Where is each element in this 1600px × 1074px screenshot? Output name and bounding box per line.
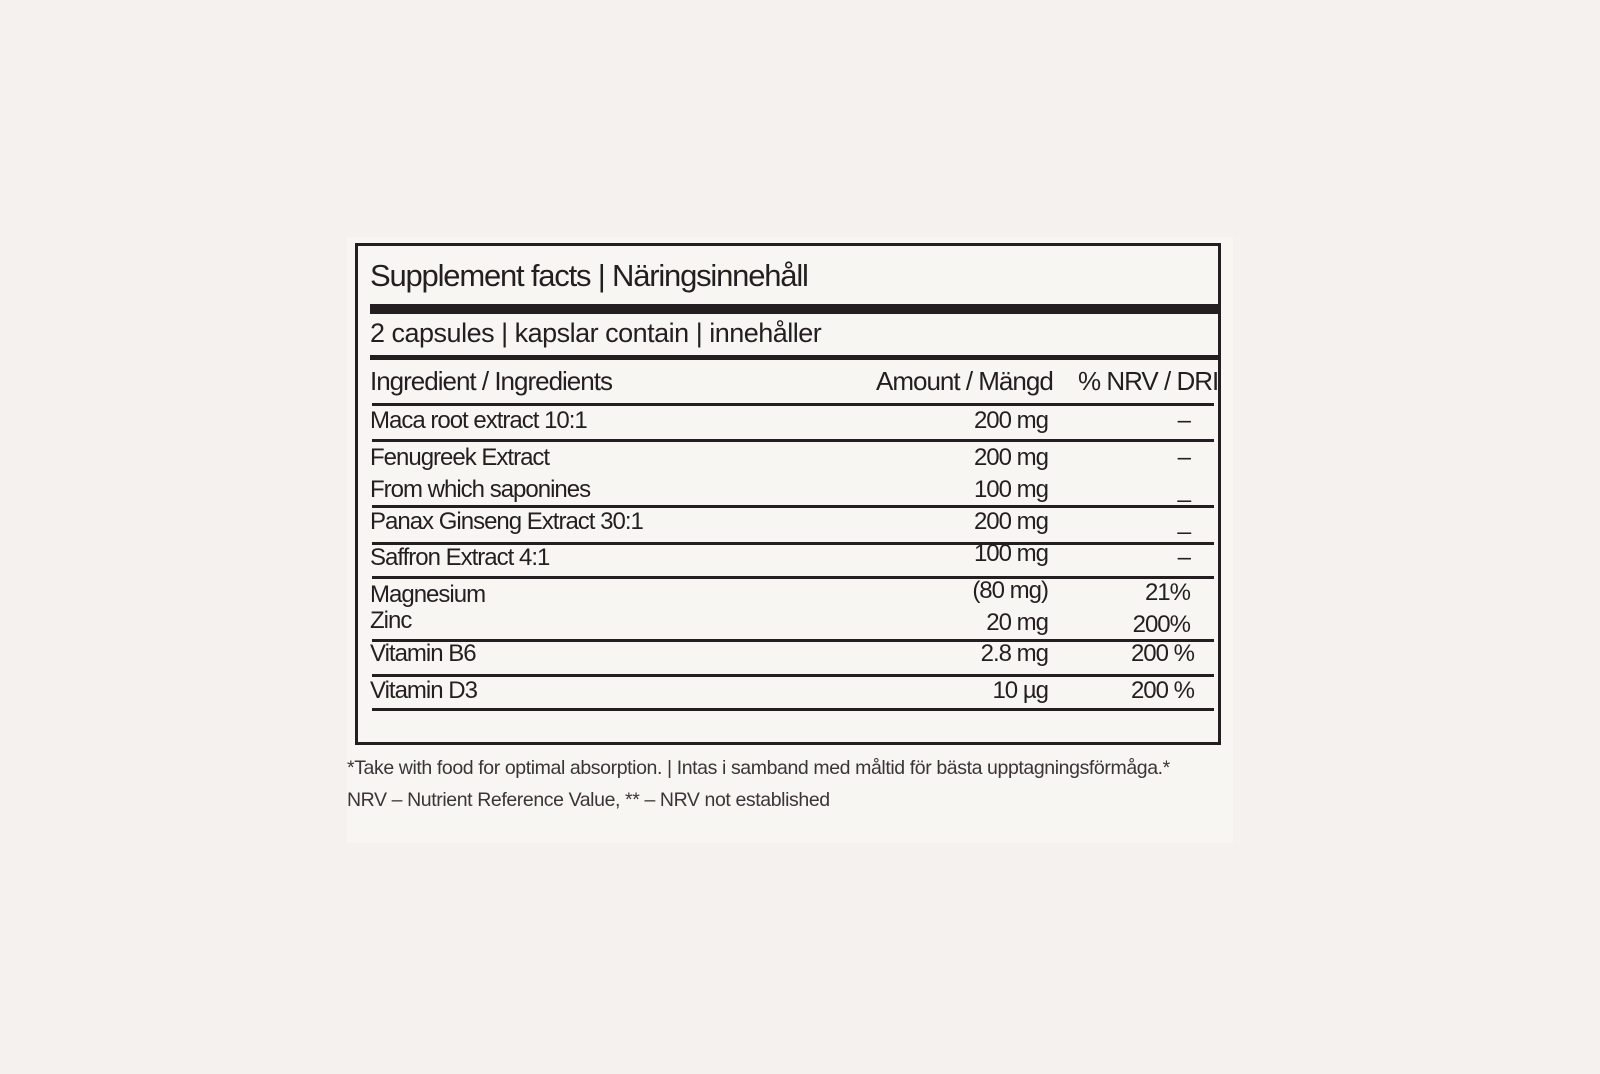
title-rule: [370, 304, 1218, 314]
ingredient-amount: 200 mg: [973, 444, 1048, 471]
nrv-header: % NRV / DRI: [1078, 366, 1219, 396]
ingredient-nrv: –: [1177, 407, 1190, 434]
row-divider: [372, 708, 1214, 711]
ingredient-nrv: 21%: [1144, 579, 1190, 606]
ingredient-amount: 200 mg: [973, 407, 1048, 434]
ingredient-amount: 20 mg: [986, 609, 1048, 636]
ingredient-name: Fenugreek Extract: [370, 444, 550, 471]
ingredient-name: Panax Ginseng Extract 30:1: [370, 508, 643, 535]
table-row: [358, 444, 1218, 474]
ingredient-name: Magnesium: [370, 581, 486, 608]
serving-size: 2 capsules | kapslar contain | innehåller: [370, 318, 822, 348]
ingredient-name: Maca root extract 10:1: [370, 407, 587, 434]
ingredient-nrv: _: [1177, 476, 1190, 503]
row-divider: [372, 439, 1214, 442]
ingredient-nrv: –: [1177, 444, 1190, 471]
ingredient-name: Vitamin B6: [370, 640, 476, 667]
table-row: [358, 677, 1218, 707]
ingredient-name: Zinc: [370, 607, 412, 634]
ingredient-amount: 100 mg: [973, 540, 1048, 567]
ingredient-header: Ingredient / Ingredients: [370, 366, 612, 396]
ingredient-nrv: 200%: [1132, 611, 1190, 638]
ingredient-name: Vitamin D3: [370, 677, 477, 704]
ingredient-nrv: _: [1177, 508, 1190, 535]
amount-header: Amount / Mängd: [876, 366, 1053, 396]
ingredient-nrv: –: [1177, 544, 1190, 571]
ingredient-name: From which saponines: [370, 476, 591, 503]
table-row: [358, 476, 1218, 506]
footnote-absorption: *Take with food for optimal absorption. | Intas i samband med måltid för bästa upptagningsförmåga.*: [347, 757, 1170, 779]
ingredient-amount: (80 mg): [972, 577, 1048, 604]
ingredient-name: Saffron Extract 4:1: [370, 544, 550, 571]
supplement-facts-panel: [355, 243, 1221, 745]
table-row: [358, 540, 1218, 574]
ingredient-nrv: 200 %: [1130, 640, 1194, 667]
row-divider: [372, 403, 1214, 406]
footnote-nrv: NRV – Nutrient Reference Value, ** – NRV not established: [347, 789, 830, 811]
table-row: [358, 640, 1218, 670]
ingredient-amount: 200 mg: [973, 508, 1048, 535]
ingredient-amount: 2.8 mg: [980, 640, 1048, 667]
ingredient-amount: 10 µg: [992, 677, 1048, 704]
ingredient-nrv: 200 %: [1130, 677, 1194, 704]
ingredient-amount: 100 mg: [973, 476, 1048, 503]
table-row: [358, 508, 1218, 538]
row-divider: [372, 576, 1214, 579]
supplement-card: [347, 237, 1233, 843]
panel-title: Supplement facts | Näringsinnehåll: [370, 258, 808, 293]
table-row: [358, 607, 1218, 637]
serving-rule: [370, 355, 1218, 360]
table-row: [358, 407, 1218, 437]
